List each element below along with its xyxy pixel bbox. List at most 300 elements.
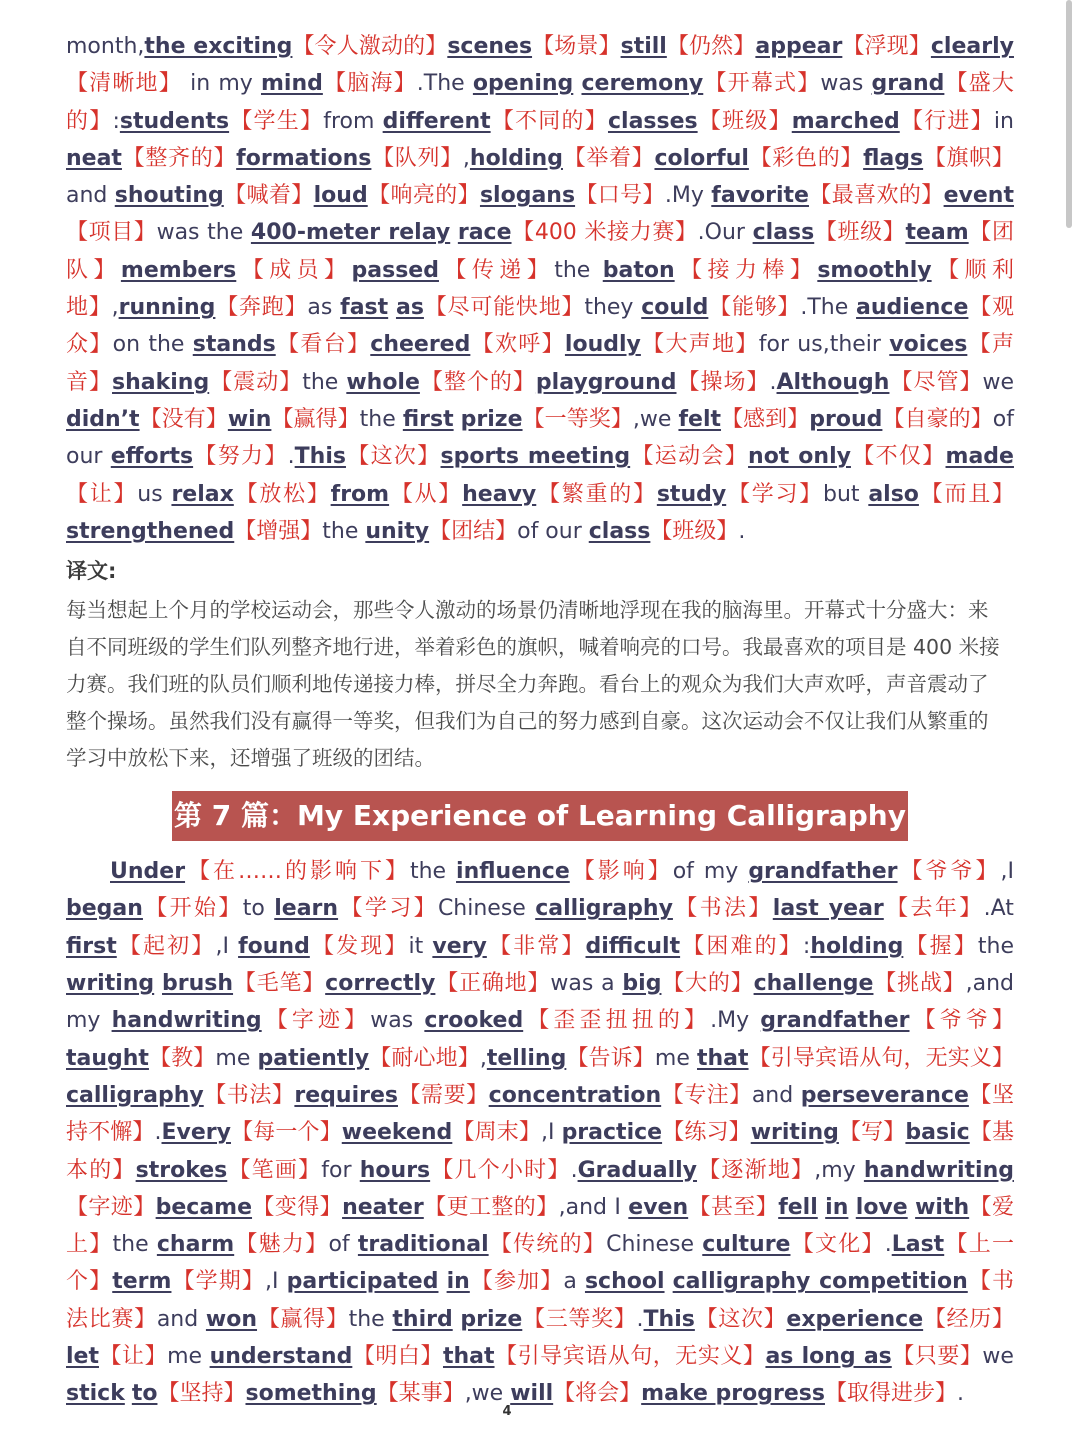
passage-text: , (479, 1045, 487, 1071)
vocab-word: that (442, 1344, 495, 1370)
passage-7-text (66, 853, 1014, 1412)
vocab-word: heavy (462, 481, 537, 507)
vocab-word: still (620, 34, 667, 59)
vocab-gloss: 【逐渐地】 (697, 1157, 815, 1183)
vocab-gloss: 【没有】 (139, 406, 228, 432)
passage-text: , (111, 295, 119, 321)
vocab-word: audience (856, 295, 969, 321)
translation-text: 每当想起上个月的学校运动会，那些令人激动的场景仍清晰地浮现在我的脑海里。开幕式十分盛大：来自不同班级的学生们队列整齐地行进，举着彩色的旗帜，喊着响亮的口号。我最喜欢的项目是 400 米接力赛。我们班的队员们顺利地传递接力棒，拼尽全力奔跑。看台上的观众为我们大声欢呼，声音震动了整个操场。虽然我们没有赢得一等奖，但我们为自己的努力感到自豪。这次运动会不仅让我们从繁重的学习中放松下来，还增强了班级的团结。 (66, 598, 1000, 771)
passage-text: . (769, 369, 777, 395)
passage-text (665, 1269, 673, 1294)
vocab-word: not only (748, 444, 851, 470)
vocab-word: Gradually (577, 1157, 698, 1183)
vocab-word: scenes (447, 34, 533, 59)
vocab-gloss: 【看台】 (275, 332, 371, 358)
vocab-word: third (392, 1306, 453, 1332)
passage-text: they (584, 295, 642, 321)
vocab-word: This (294, 444, 346, 470)
vocab-word: found (238, 933, 310, 959)
passage-text: was the (156, 220, 251, 246)
passage-text (908, 1195, 915, 1220)
vocab-word: weekend (341, 1120, 453, 1146)
page-number: 4 (502, 1404, 512, 1419)
vocab-word: playground (535, 369, 677, 395)
passage-text: Chinese (437, 896, 536, 922)
passage-text: ,and I (558, 1194, 629, 1220)
vocab-word: practice (561, 1120, 663, 1146)
vocab-gloss: 【不同的】 (490, 108, 608, 134)
vocab-word: handwriting (111, 1008, 262, 1034)
vocab-word: classes (607, 108, 698, 134)
passage-text (450, 220, 458, 245)
vocab-gloss: 【几个小时】 (430, 1157, 571, 1183)
passage-text: a (563, 1269, 585, 1295)
vocab-gloss: 【口号】 (575, 183, 665, 209)
vocab-gloss: 【400 米接力赛】 (511, 220, 698, 246)
vocab-gloss: 【赢得】 (271, 406, 360, 432)
vocab-word: traditional (357, 1232, 489, 1258)
vocab-word: holding (810, 933, 904, 959)
vocab-word: mind (260, 71, 323, 97)
vocab-gloss: 【甚至】 (688, 1194, 779, 1220)
vocab-gloss: 【一等奖】 (522, 406, 633, 432)
vocab-word: voices (889, 332, 968, 358)
vocab-gloss: 【传递】 (438, 257, 555, 283)
vocab-gloss: 【班级】 (814, 220, 906, 246)
vocab-gloss: 【握】 (903, 933, 978, 959)
vocab-gloss: 【字迹】 (261, 1008, 371, 1034)
vocab-gloss: 【场景】 (532, 34, 621, 59)
vocab-word: stick (66, 1381, 125, 1407)
passage-text: Chinese (606, 1232, 703, 1258)
passage-text: : (802, 933, 811, 959)
vocab-word: opening (472, 71, 574, 97)
vocab-word: love (855, 1194, 908, 1220)
passage-text: and (751, 1082, 801, 1108)
vocab-gloss: 【坚持】 (157, 1381, 246, 1407)
passage-text: : (112, 108, 120, 134)
vocab-word: calligraphy (66, 1082, 204, 1108)
passage-text: me (654, 1045, 697, 1071)
passage-text: the (554, 257, 603, 283)
vocab-gloss: 【项目】 (66, 220, 157, 246)
vocab-gloss: 【欢呼】 (470, 332, 565, 358)
passage-text: ,my (814, 1157, 864, 1183)
passage-text: me (167, 1344, 210, 1370)
vocab-gloss: 【仍然】 (666, 34, 756, 59)
passage-text: the (409, 859, 457, 885)
vocab-gloss: 【文化】 (790, 1232, 885, 1258)
passage-text (154, 971, 162, 996)
vocab-word: crooked (424, 1008, 524, 1034)
vocab-gloss: 【这次】 (345, 444, 441, 470)
vocab-word: culture (702, 1232, 791, 1258)
vocab-word: writing (66, 971, 155, 997)
vocab-gloss: 【接力棒】 (674, 257, 818, 283)
vocab-gloss: 【爷爷】 (897, 859, 1001, 885)
vocab-gloss: 【班级】 (650, 518, 739, 544)
passage-text: ,I (215, 933, 239, 959)
passage-text: me (215, 1045, 258, 1071)
vocab-word: in (825, 1194, 849, 1220)
vocab-word: big (622, 971, 662, 997)
vocab-gloss: 【盛大的】 (66, 71, 1014, 134)
passage-text: to (242, 896, 275, 922)
vocab-gloss: 【练习】 (662, 1120, 751, 1146)
passage-text: ,we (464, 1381, 511, 1407)
vocab-gloss: 【传统的】 (488, 1232, 607, 1258)
vocab-gloss: 【团结】 (429, 518, 518, 544)
passage-text: .My (664, 183, 712, 209)
vocab-gloss: 【只要】 (891, 1344, 983, 1370)
vocab-gloss: 【上一个】 (66, 1232, 1014, 1295)
passage-text: of (328, 1232, 358, 1258)
passage-text: .At (983, 896, 1014, 922)
vocab-word: stands (192, 332, 276, 358)
vocab-gloss: 【教】 (148, 1045, 216, 1071)
vocab-word: loudly (564, 332, 641, 358)
vocab-word: very (432, 933, 487, 959)
vocab-word: relax (171, 481, 234, 507)
passage-text: in (993, 108, 1014, 134)
vocab-word: requires (294, 1082, 398, 1108)
vocab-gloss: 【彩色的】 (748, 145, 864, 171)
passage-text: and (66, 183, 115, 209)
vocab-gloss: 【能够】 (708, 295, 801, 321)
vocab-word: calligraphy (535, 896, 673, 922)
vocab-word: that (697, 1045, 749, 1071)
vocab-word: charm (156, 1232, 235, 1258)
vocab-word: favorite (711, 183, 809, 209)
vocab-word: running (118, 295, 216, 321)
vocab-gloss: 【不仅】 (850, 444, 946, 470)
vocab-gloss: 【最喜欢的】 (808, 183, 944, 209)
passage-text (438, 1269, 446, 1294)
passage-text: of our (66, 406, 1014, 470)
passage-text: ,I (540, 1120, 562, 1146)
vocab-word: taught (66, 1045, 149, 1071)
vocab-gloss: 【令人激动的】 (292, 34, 448, 59)
vocab-gloss: 【魅力】 (234, 1232, 329, 1258)
passage-text: for (321, 1157, 360, 1183)
vocab-word: Every (161, 1120, 231, 1146)
vocab-word: in (446, 1269, 470, 1295)
vocab-word: Although (776, 369, 890, 395)
passage-text (454, 407, 461, 432)
vocab-gloss: 【清晰地】 (66, 71, 182, 97)
passage-text: we (982, 369, 1014, 395)
vocab-word: whole (346, 369, 420, 395)
vocab-word: telling (486, 1045, 567, 1071)
passage-text: on the (112, 332, 193, 358)
vocab-word: as long as (765, 1344, 892, 1370)
vocab-gloss: 【操场】 (676, 369, 770, 395)
passage-text: was a (550, 971, 623, 997)
vocab-gloss: 【引导宾语从句，无实义】 (748, 1045, 1014, 1071)
vocab-gloss: 【而且】 (918, 481, 1014, 507)
vocab-gloss: 【告诉】 (566, 1045, 655, 1071)
vocab-word: loud (313, 183, 368, 209)
vocab-word: patiently (257, 1045, 370, 1071)
vocab-gloss: 【每一个】 (231, 1120, 342, 1146)
vocab-word: clearly (930, 34, 1014, 59)
vocab-gloss: 【参加】 (469, 1269, 564, 1295)
vocab-gloss: 【学习】 (338, 896, 438, 922)
vocab-word: grandfather (748, 859, 898, 885)
vocab-gloss: 【这次】 (694, 1306, 787, 1332)
passage-text: ,I (1000, 859, 1014, 885)
vocab-gloss: 【学习】 (726, 481, 824, 507)
vocab-word: with (915, 1194, 970, 1220)
translation-label: 译文: (66, 559, 117, 584)
vocab-word: from (330, 481, 390, 507)
vocab-word: hours (359, 1157, 431, 1183)
vocab-word: Under (110, 859, 186, 885)
passage-text: . (957, 1381, 964, 1407)
vocab-gloss: 【大的】 (661, 971, 754, 997)
vocab-gloss: 【尽管】 (889, 369, 983, 395)
vocab-word: neater (342, 1194, 424, 1220)
vocab-gloss: 【影响】 (569, 859, 673, 885)
vocab-gloss: 【三等奖】 (522, 1306, 637, 1332)
vocab-word: This (643, 1306, 695, 1332)
vocab-word: basic (905, 1120, 970, 1146)
vocab-gloss: 【自豪的】 (882, 406, 993, 432)
vocab-gloss: 【某事】 (376, 1381, 465, 1407)
vocab-gloss: 【从】 (389, 481, 463, 507)
vocab-gloss: 【需要】 (397, 1082, 489, 1108)
vocab-gloss: 【努力】 (193, 444, 288, 470)
passage-text (848, 1195, 855, 1220)
vocab-gloss: 【声音】 (66, 332, 1014, 395)
vocab-word: shaking (112, 369, 210, 395)
vocab-word: slogans (479, 183, 576, 209)
vocab-word: smoothly (817, 257, 932, 283)
vocab-gloss: 【写】 (838, 1120, 906, 1146)
vocab-word: writing (750, 1120, 839, 1146)
vocab-gloss: 【震动】 (209, 369, 303, 395)
vocab-gloss: 【旗帜】 (923, 145, 1014, 171)
vocab-gloss: 【坚持不懈】 (66, 1082, 1014, 1146)
vocab-word: ceremony (581, 71, 704, 97)
passage-text: the (112, 1232, 157, 1258)
vocab-word: event (943, 183, 1014, 209)
vocab-gloss: 【团队】 (66, 220, 1014, 283)
vocab-word: grand (871, 71, 945, 97)
vocab-word: team (905, 220, 969, 246)
vocab-gloss: 【学生】 (229, 108, 324, 134)
passage-text: as (307, 295, 341, 321)
vocab-word: felt (678, 406, 722, 432)
vocab-gloss: 【起初】 (116, 933, 216, 959)
passage-text: .My (710, 1008, 761, 1034)
vocab-word: prize (460, 406, 523, 432)
vocab-word: challenge (753, 971, 874, 997)
vocab-word: members (120, 257, 237, 283)
vocab-gloss: 【爷爷】 (909, 1008, 1014, 1034)
vocab-word: learn (274, 896, 339, 922)
passage-text: of my (672, 859, 749, 885)
passage-text: the (348, 1306, 393, 1332)
vocab-gloss: 【让】 (98, 1344, 168, 1370)
vocab-word: could (641, 295, 709, 321)
vocab-gloss: 【引导宾语从句，无实义】 (494, 1344, 766, 1370)
vocab-word: calligraphy competition (672, 1269, 968, 1295)
vocab-word: class (588, 518, 651, 544)
vocab-gloss: 【取得进步】 (824, 1381, 957, 1407)
vocab-word: proud (809, 406, 883, 432)
vocab-gloss: 【尽可能快地】 (423, 295, 585, 321)
passage-text (125, 1381, 132, 1406)
vertical-scrollbar[interactable] (1064, 0, 1074, 1439)
passage-text: .The (416, 71, 473, 97)
vocab-word: sports meeting (440, 444, 631, 470)
vocab-word: baton (602, 257, 675, 283)
vocab-word: something (245, 1381, 377, 1407)
vocab-gloss: 【基本的】 (66, 1120, 1014, 1183)
passage-text: from (323, 108, 383, 134)
vocab-gloss: 【书法】 (672, 896, 773, 922)
vocab-word: different (382, 108, 491, 134)
vocab-word: study (656, 481, 727, 507)
scrollbar-thumb[interactable] (1066, 0, 1072, 228)
vocab-gloss: 【浮现】 (842, 34, 931, 59)
passage-text: . (738, 518, 746, 544)
vocab-word: to (131, 1381, 158, 1407)
passage-text: was (370, 1008, 425, 1034)
vocab-gloss: 【困难的】 (680, 933, 803, 959)
vocab-word: difficult (585, 933, 681, 959)
passage-text: and (156, 1306, 206, 1332)
vocab-word: passed (351, 257, 439, 283)
vocab-gloss: 【开始】 (142, 896, 243, 922)
vocab-word: experience (786, 1306, 924, 1332)
vocab-gloss: 【整个的】 (419, 369, 536, 395)
vocab-gloss: 【行进】 (899, 108, 994, 134)
passage-text: ,we (632, 406, 679, 432)
vocab-word: participated (286, 1269, 439, 1295)
vocab-gloss: 【班级】 (697, 108, 792, 134)
vocab-gloss: 【发现】 (309, 933, 409, 959)
vocab-word: cheered (370, 332, 471, 358)
vocab-word: flags (863, 145, 924, 171)
vocab-word: influence (456, 859, 570, 885)
passage-text: ,and my (66, 971, 1014, 1034)
vocab-gloss: 【挑战】 (873, 971, 966, 997)
vocab-gloss: 【经历】 (923, 1306, 1014, 1332)
passage-text: the (359, 406, 403, 432)
vocab-word: understand (209, 1344, 353, 1370)
passage-6-text (66, 28, 1014, 550)
vocab-word: colorful (654, 145, 749, 171)
vocab-gloss: 【整齐的】 (121, 145, 237, 171)
vocab-word: holding (469, 145, 563, 171)
vocab-word: shouting (114, 183, 224, 209)
vocab-word: correctly (325, 971, 436, 997)
vocab-gloss: 【举着】 (562, 145, 655, 171)
vocab-word: prize (460, 1306, 523, 1332)
passage-text: in my (181, 71, 261, 97)
passage-text: .Our (697, 220, 753, 246)
vocab-word: won (205, 1306, 258, 1332)
vocab-word: became (155, 1194, 253, 1220)
vocab-gloss: 【在……的影响下】 (185, 859, 410, 885)
vocab-word: efforts (110, 444, 194, 470)
vocab-gloss: 【非常】 (486, 933, 586, 959)
vocab-word: unity (365, 518, 430, 544)
vocab-word: brush (162, 971, 234, 997)
vocab-word: Last (891, 1232, 945, 1258)
page-content (66, 28, 1014, 1413)
vocab-word: let (66, 1344, 99, 1370)
vocab-word: neat (66, 145, 122, 171)
vocab-gloss: 【感到】 (721, 406, 810, 432)
vocab-word: 400-meter relay (250, 220, 451, 246)
vocab-gloss: 【更工整的】 (423, 1194, 559, 1220)
passage-text: . (287, 444, 295, 470)
vocab-gloss: 【响亮的】 (367, 183, 480, 209)
vocab-gloss: 【笔画】 (227, 1157, 322, 1183)
passage-7-heading-wrap (66, 791, 1014, 841)
passage-text: ,I (265, 1269, 287, 1295)
vocab-gloss: 【专注】 (661, 1082, 752, 1108)
passage-text: . (884, 1232, 892, 1258)
vocab-gloss: 【书法比赛】 (66, 1269, 1014, 1332)
vocab-word: marched (791, 108, 900, 134)
vocab-word: handwriting (863, 1157, 1014, 1183)
vocab-gloss: 【明白】 (352, 1344, 443, 1370)
vocab-gloss: 【学期】 (171, 1269, 266, 1295)
vocab-word: concentration (488, 1082, 662, 1108)
passage-text (388, 295, 396, 320)
passage-text: . (636, 1306, 644, 1332)
vocab-word: will (510, 1381, 554, 1407)
vocab-gloss: 【喊着】 (223, 183, 314, 209)
passage-text: it (408, 933, 433, 959)
vocab-word: strengthened (66, 518, 235, 544)
passage-text: the (322, 518, 366, 544)
vocab-gloss: 【运动会】 (630, 444, 749, 470)
passage-text: , (462, 145, 470, 171)
vocab-word: began (66, 896, 143, 922)
vocab-word: class (752, 220, 815, 246)
vocab-gloss: 【成员】 (236, 257, 352, 283)
vocab-gloss: 【奔跑】 (215, 295, 308, 321)
passage-text: the (977, 933, 1014, 959)
passage-text: month, (66, 34, 145, 59)
vocab-word: term (112, 1269, 172, 1295)
vocab-word: students (119, 108, 230, 134)
passage-text: .The (800, 295, 857, 321)
vocab-word: make progress (641, 1381, 825, 1407)
vocab-gloss: 【爱上】 (66, 1194, 1014, 1258)
vocab-word: appear (755, 34, 843, 59)
vocab-gloss: 【将会】 (553, 1381, 642, 1407)
vocab-word: first (402, 406, 454, 432)
vocab-gloss: 【增强】 (234, 518, 323, 544)
passage-text: of our (517, 518, 589, 544)
passage-text: was (820, 71, 872, 97)
vocab-gloss: 【繁重的】 (536, 481, 657, 507)
vocab-gloss: 【去年】 (883, 896, 984, 922)
vocab-gloss: 【顺利地】 (66, 257, 1014, 321)
passage-text: but (823, 481, 869, 507)
vocab-word: the exciting (144, 34, 293, 59)
vocab-word: as (395, 295, 424, 321)
vocab-word: strokes (135, 1157, 228, 1183)
vocab-gloss: 【脑海】 (322, 71, 417, 97)
vocab-gloss: 【变得】 (252, 1194, 343, 1220)
